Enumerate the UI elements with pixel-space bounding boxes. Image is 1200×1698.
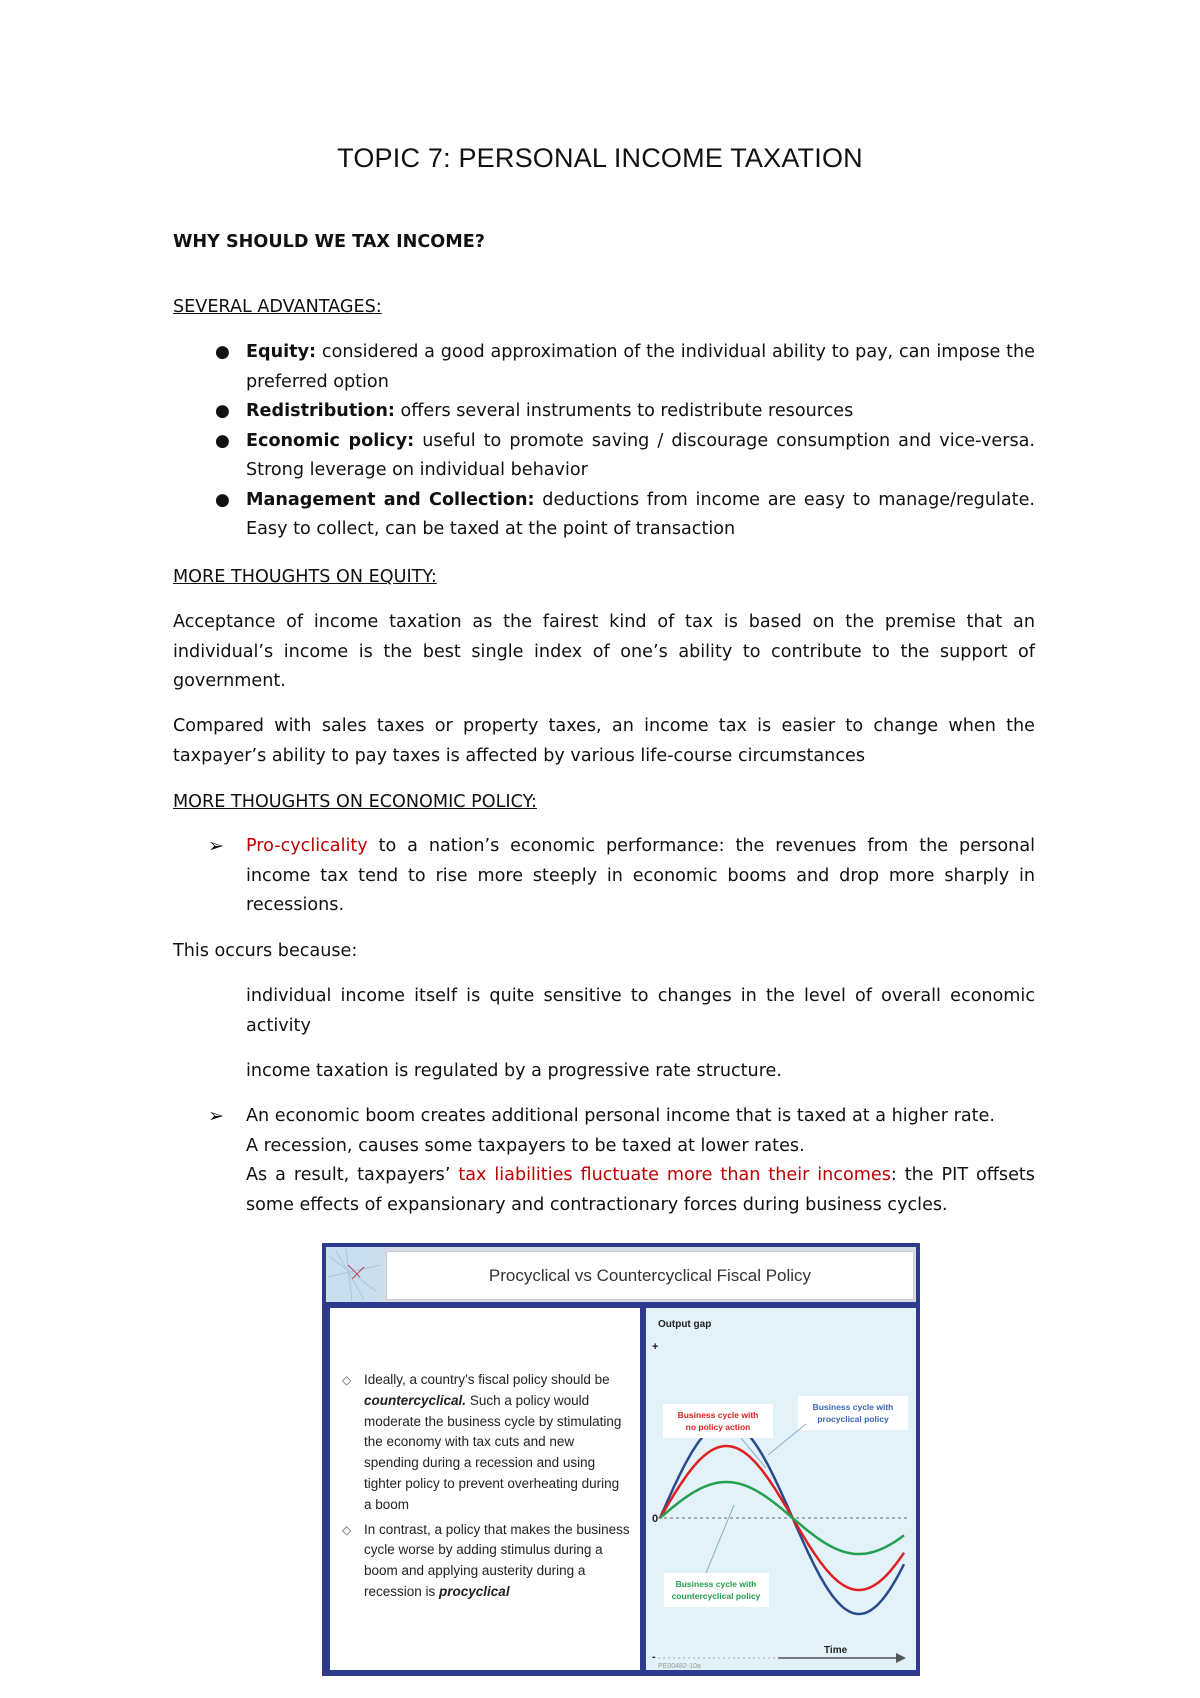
bullet-icon: ● (215, 342, 230, 362)
list-item: ● Management and Collection: deductions from income are easy to manage/regulate. Easy to collect, can be taxed at the point of transaction (173, 486, 1035, 545)
boom-item: ➢ An economic boom creates additional personal income that is taxed at a higher rate. A recession, causes some taxpayers to be taxed at lower rates. As a result, taxpayers’ tax liabilities fluctuate more than their incomes: the PIT offsets some effects of expansionary and contractionary forces during business cycles. (173, 1102, 1035, 1220)
y-tick-minus: - (652, 1651, 656, 1663)
chart-footnote: PE00482-10a (658, 1663, 701, 1670)
advantages-list (173, 338, 1035, 545)
economic-policy-heading: MORE THOUGHTS ON ECONOMIC POLICY: (173, 792, 537, 812)
bullet-icon: ● (215, 401, 230, 421)
fiscal-policy-figure (322, 1243, 920, 1676)
figure-header (326, 1247, 916, 1302)
x-axis-arrowhead (896, 1653, 906, 1663)
annotation-countercyclical-line2: countercyclical policy (671, 1591, 761, 1601)
equity-paragraph-2: Compared with sales taxes or property taxes, an income tax is easier to change when the taxpayer’s ability to pay taxes is affected by various life-course circumstances (173, 716, 1035, 766)
annotation-countercyclical-line1: Business cycle with (675, 1579, 757, 1589)
business-cycle-chart (646, 1308, 916, 1670)
figure-chart-panel (646, 1308, 916, 1670)
annotation-countercyclical-pointer (706, 1505, 734, 1573)
arrow-bullet-icon: ➢ (208, 835, 224, 857)
annotation-no-policy-line2: no policy action (685, 1422, 751, 1432)
why-heading: WHY SHOULD WE TAX INCOME? (173, 232, 485, 252)
figure-bullets (342, 1370, 630, 1607)
equity-paragraph-1: Acceptance of income taxation as the fairest kind of tax is based on the premise that an individual’s income is the best single index of one’s ability to contribute to the support of government. (173, 612, 1035, 691)
list-item: ◇ In contrast, a policy that makes the business cycle worse by adding stimulus during a boom and applying austerity during a recession is procyclical (342, 1521, 630, 1599)
y-tick-zero: 0 (652, 1513, 659, 1525)
figure-title: Procyclical vs Countercyclical Fiscal Policy (488, 1266, 812, 1285)
figure-logo (326, 1247, 382, 1302)
equity-heading: MORE THOUGHTS ON EQUITY: (173, 567, 437, 587)
procyclicality-item: ➢ Pro-cyclicality to a nation’s economic performance: the revenues from the personal income tax tend to rise more steeply in economic booms and drop more sharply in recessions. (173, 832, 1035, 921)
list-item: ● Economic policy: useful to promote saving / discourage consumption and vice-versa. Strong leverage on individual behavior (173, 427, 1035, 486)
x-axis-label: Time (824, 1645, 848, 1656)
occurs-text: This occurs because: (173, 941, 358, 961)
advantages-heading: SEVERAL ADVANTAGES: (173, 297, 382, 317)
arrow-bullet-icon: ➢ (208, 1105, 224, 1127)
bullet-icon: ● (215, 489, 230, 510)
list-item: ● Redistribution: offers several instruments to redistribute resources (173, 397, 1035, 427)
y-axis-label: Output gap (658, 1319, 712, 1330)
list-item: ◇ Ideally, a country’s fiscal policy should be countercyclical. Such a policy would moderate the business cycle by stimulating the economy with tax cuts and new spending during a recession and using tighter policy to prevent overheating during a boom (342, 1372, 622, 1512)
list-item: ● Equity: considered a good approximation of the individual ability to pay, can impose the preferred option (173, 338, 1035, 397)
bullet-icon: ● (215, 430, 230, 451)
y-tick-plus: + (652, 1341, 659, 1353)
annotation-procyclical-line2: procyclical policy (817, 1414, 889, 1424)
diamond-bullet-icon: ◇ (342, 1522, 352, 1537)
figure-title-box (386, 1251, 914, 1300)
reason-2: income taxation is regulated by a progressive rate structure. (246, 1061, 782, 1081)
annotation-procyclical-pointer (768, 1424, 806, 1455)
annotation-no-policy-line1: Business cycle with (677, 1410, 759, 1420)
reason-1: individual income itself is quite sensitive to changes in the level of overall economic activity (246, 986, 1035, 1036)
figure-text-panel (330, 1308, 640, 1670)
page-title: TOPIC 7: PERSONAL INCOME TAXATION (337, 143, 863, 173)
annotation-procyclical-line1: Business cycle with (812, 1402, 894, 1412)
diamond-bullet-icon: ◇ (342, 1373, 352, 1387)
